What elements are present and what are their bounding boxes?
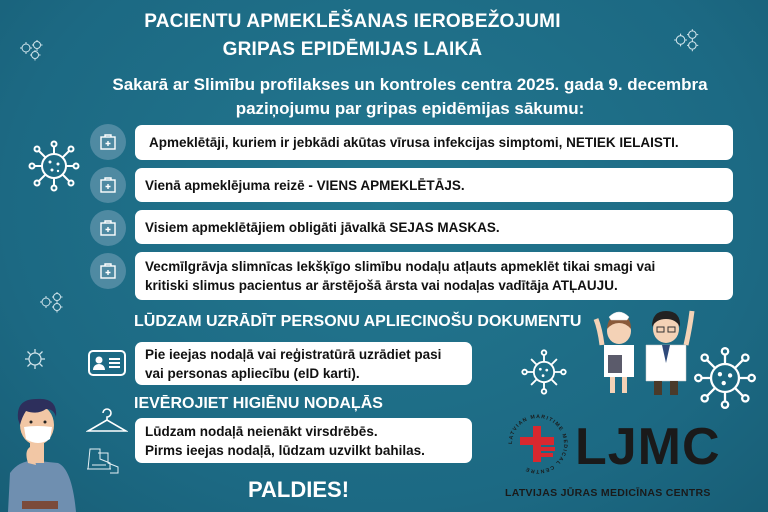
rule-card-symptoms (135, 125, 733, 160)
medical-kit-icon (99, 133, 117, 151)
medical-kit-icon (99, 219, 117, 237)
virus-icon (520, 348, 568, 396)
rule-card-one-visitor (135, 168, 733, 202)
rule-icon-circle (90, 167, 126, 203)
id-document-card (135, 342, 472, 385)
rule-card-face-masks (135, 210, 733, 244)
rule-text-line-1: Vecmīlgrāvja slimnīcas Iekšķīgo slimību nodaļu atļauts apmeklēt tikai smagi vai (145, 259, 656, 274)
hygiene-text-line-2: Pirms ieejas nodaļā, lūdzam uzvilkt bahilas. (145, 442, 425, 458)
title-line-2: GRIPAS EPIDĒMIJAS LAIKĀ (222, 39, 483, 60)
subtitle-line-1: Sakarā ar Slimību profilakses un kontroles centra 2025. gada 9. decembra (112, 75, 708, 94)
thanks-text: PALDIES! (248, 477, 350, 502)
hygiene-card (135, 418, 472, 463)
coat-hanger-icon (86, 407, 128, 435)
logo-ring-text: LATVIAN MARITIME MEDICAL CENTRE (507, 413, 569, 475)
hygiene-section-heading: IEVĒROJIET HIGIĒNU NODAĻĀS (134, 395, 383, 412)
medical-kit-icon (99, 176, 117, 194)
ljmc-logo-emblem (506, 412, 570, 476)
virus-icon (22, 346, 48, 372)
rule-text: Visiem apmeklētājiem obligāti jāvalkā SEJAS MASKAS. (145, 219, 500, 235)
medical-kit-icon (99, 262, 117, 280)
subtitle-line-2: paziņojumu par gripas epidēmijas sākumu: (235, 99, 585, 118)
shoe-covers-icon (84, 445, 128, 475)
rule-text: Apmeklētāji, kuriem ir jebkādi akūtas vīrusa infekcijas simptomi, NETIEK IELAISTI. (149, 135, 679, 150)
id-section-heading: LŪDZAM UZRĀDĪT PERSONU APLIECINOŠU DOKUMENTU (134, 313, 582, 330)
virus-icon (28, 140, 80, 192)
title-line-1: PACIENTU APMEKLĒŠANAS IEROBEŽOJUMI (144, 11, 561, 32)
rule-icon-circle (90, 253, 126, 289)
virus-cluster-icon (38, 290, 66, 314)
id-text-line-1: Pie ieejas nodaļā vai reģistratūrā uzrādiet pasi (145, 346, 442, 362)
hygiene-text-line-1: Lūdzam nodaļā neienākt virsdrēbēs. (145, 423, 378, 439)
rule-text: Vienā apmeklējuma reizē - VIENS APMEKLĒTĀJS. (145, 177, 465, 193)
id-card-icon (88, 350, 126, 376)
organization-name: LATVIJAS JŪRAS MEDICĪNAS CENTRS (505, 487, 711, 499)
rule-card-permission (135, 252, 733, 300)
rule-text-line-2: kritiski slimus pacientus ar ārstējošā ārsta vai nodaļas vadītāja ATĻAUJU. (145, 278, 618, 293)
rule-icon-circle (90, 124, 126, 160)
masked-person-illustration (0, 395, 80, 512)
ljmc-logo-text: LJMC (575, 418, 721, 476)
medical-staff-illustration (590, 305, 702, 395)
id-text-line-2: vai personas apliecību (eID karti). (145, 365, 360, 381)
rule-icon-circle (90, 210, 126, 246)
